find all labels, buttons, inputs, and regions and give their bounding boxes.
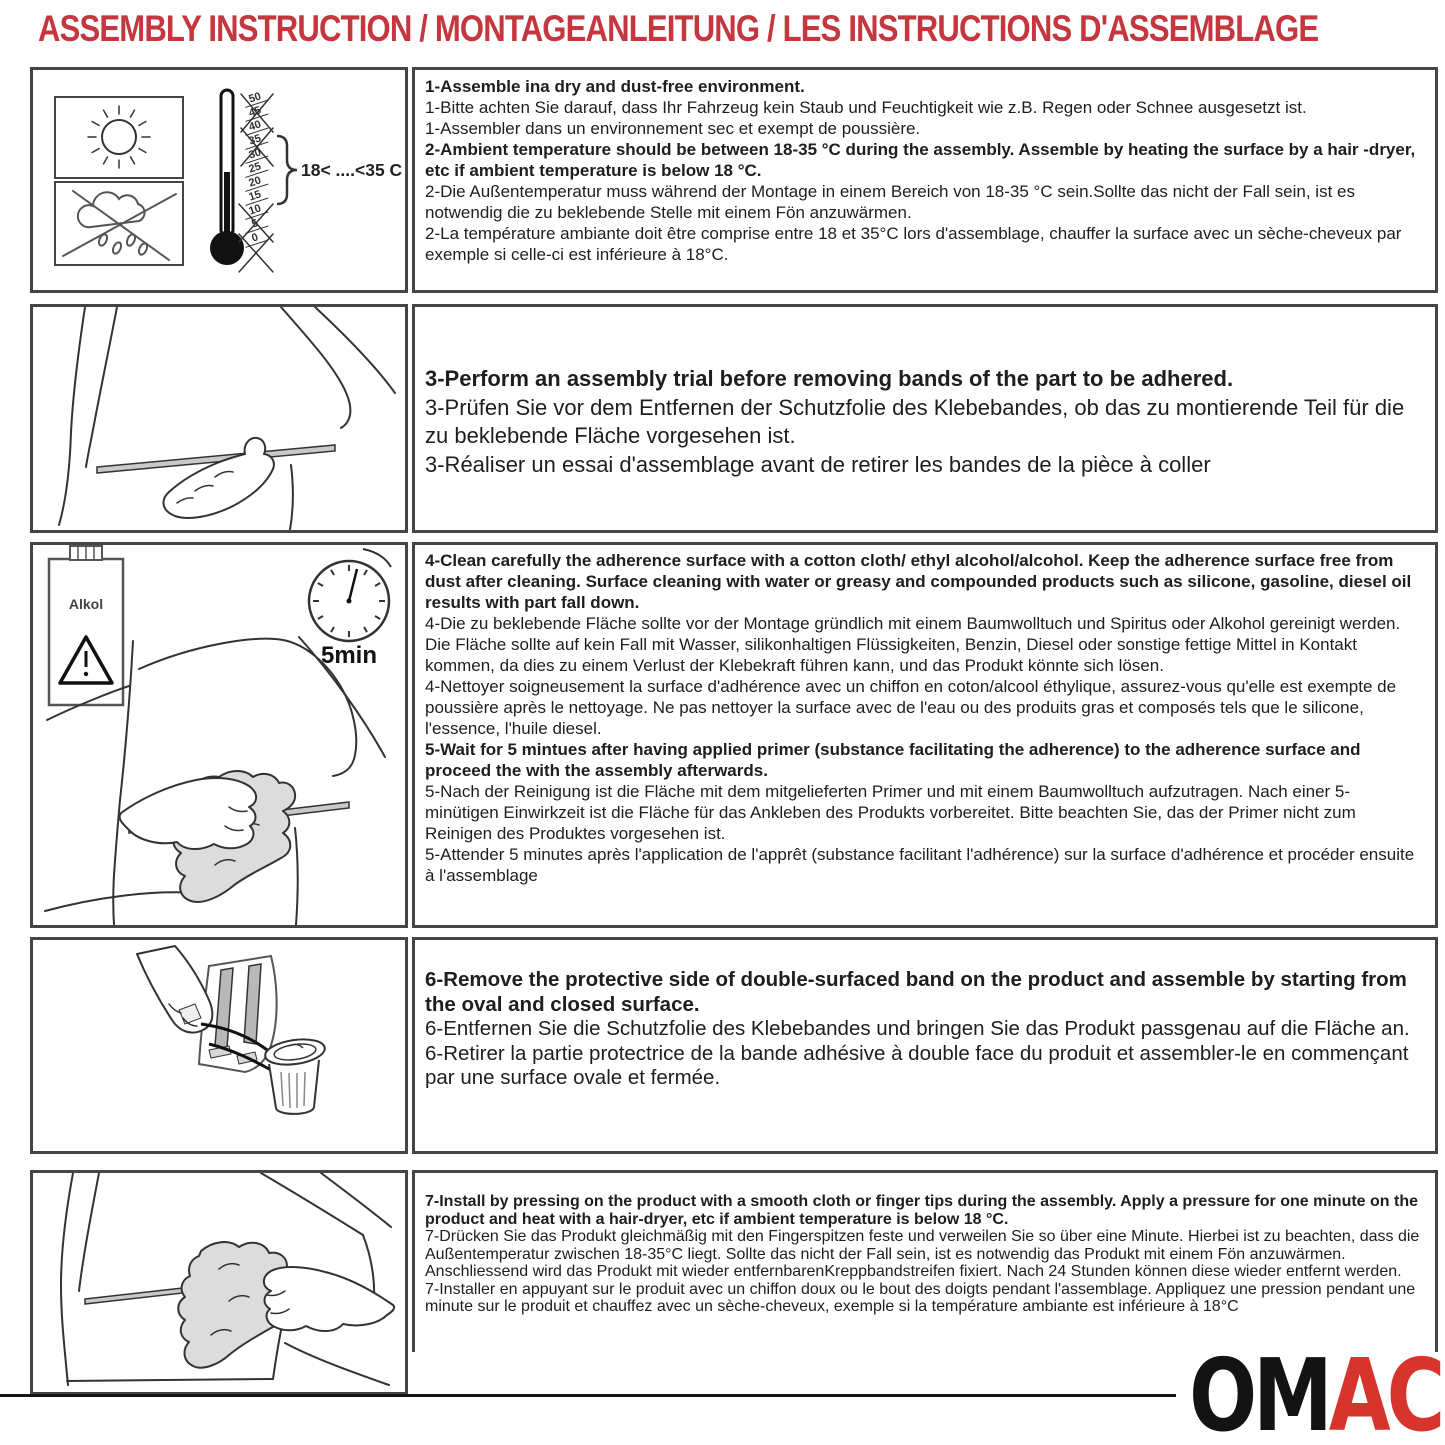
trash-can-icon <box>264 1036 327 1114</box>
instructions-step-4-5 <box>412 542 1438 928</box>
omac-logo <box>1188 1337 1441 1445</box>
trim-strip <box>85 1288 183 1304</box>
section-row-1 <box>0 67 1445 293</box>
logo-text-red: AC <box>1328 1337 1441 1445</box>
alcohol-bottle-icon <box>49 546 123 705</box>
hand-icon <box>137 946 212 1033</box>
hand-trim-illustration <box>33 307 405 530</box>
no-rain-icon <box>55 182 183 265</box>
step6-fr: 6-Retirer la partie protectrice de la bande adhésive à double face du produit et assembler-le en commençant par une surface ovale et fermée. <box>425 1041 1409 1089</box>
section-row-3 <box>0 542 1445 928</box>
sun-icon <box>55 97 183 178</box>
cleaning-cloth-illustration <box>120 771 296 902</box>
step4-de: 4-Die zu beklebende Fläche sollte vor der Montage gründlich mit einem Baumwolltuch und Spiritus oder Alkohol gereinigt werden. Die Fläche sollte auf kein Fall mit Wasser, silikonhaltigen Flüssigkeiten, Benzin, Diesel oder sonstige fettige Mittel in Kontakt kommen, da dies zu einem Verlust der Klebekraft führen kann, und das Produkt könnte sich lösen. <box>425 614 1401 675</box>
step2-de: 2-Die Außentemperatur muss während der Montage in einem Bereich von 18-35 °C sein.Sollte das nicht der Fall sein, ist es notwendig die zu beklebende Stelle mit einem Fön anzuwärmen. <box>425 182 1355 222</box>
step7-de: 7-Drücken Sie das Produkt gleichmäßig mit den Fingerspitzen feste und verweilen Sie so über eine Minute. Hierbei ist zu beachten, dass die Außentemperatur zwischen 18-35°C liegt. Sollte das nicht der Fall sein, ist es notwendig das Produkt mit einem Fön anzuwärmen. Anschliessend wird das Produkt mit wieder entfernbarenKreppbandstreifen fixiert. Nach 24 Stunden können diese wieder entfernt werden. <box>425 1228 1420 1280</box>
bottle-label: Alkol <box>68 596 104 612</box>
thermo-tick: 50 <box>247 90 263 106</box>
thermo-tick: 5 <box>250 217 260 231</box>
thermo-tick: 40 <box>247 118 263 134</box>
clock-label: 5min <box>320 642 378 669</box>
climate-illustration <box>33 70 405 290</box>
thermometer-icon <box>210 89 403 272</box>
step3-fr: 3-Réaliser un essai d'assemblage avant de retirer les bandes de la pièce à coller <box>425 451 1211 477</box>
hand-icon <box>163 438 273 518</box>
thermo-tick: 25 <box>247 160 263 176</box>
step3-de: 3-Prüfen Sie vor dem Entfernen der Schutzfolie des Klebebandes, ob das zu montierende Teil für die zu beklebende Fläche vorgesehen ist. <box>425 394 1405 448</box>
step5-en: 5-Wait for 5 mintues after having applied primer (substance facilitating the adherence) to the adherence surface and proceed the with the assembly afterwards. <box>425 740 1361 780</box>
thermo-tick: 20 <box>247 174 263 190</box>
thermo-tick: 35 <box>247 132 263 148</box>
step6-en: 6-Remove the protective side of double-surfaced band on the product and assemble by starting from the oval and closed surface. <box>425 968 1407 1016</box>
peel-tape-illustration <box>33 940 405 1151</box>
footer-divider <box>0 1394 1176 1397</box>
step5-de: 5-Nach der Reinigung ist die Fläche mit dem mitgelieferten Primer und mit einem Baumwolltuch aufzutragen. Nach einer 5-minütigen Einwirkzeit ist die Fläche für das Ankleben des Produkts vorbereitet. Bitte beachten Sie, das der Primer nicht zum Reinigen des Produktes vorgesehen ist. <box>425 782 1356 843</box>
step1-fr: 1-Assembler dans un environnement sec et exempt de poussière. <box>425 119 921 138</box>
temperature-range-label: 18< ....<35 C <box>301 160 403 180</box>
step7-en: 7-Install by pressing on the product with a smooth cloth or finger tips during the assembly. Apply a pressure for one minute on the product and heat with a hair-dryer, etc if ambient temperature is below 18 °C. <box>425 1193 1418 1228</box>
step5-fr: 5-Attender 5 minutes après l'application de l'apprêt (substance facilitant l'adhérence) sur la surface d'adhérence et procéder ensuite à l'assemblage <box>425 845 1415 885</box>
instructions-step-3 <box>412 304 1438 533</box>
thermo-tick: 30 <box>247 146 263 162</box>
instructions-step-1-2 <box>412 67 1438 293</box>
step1-en: 1-Assemble ina dry and dust-free environment. <box>425 77 805 96</box>
step4-fr: 4-Nettoyer soigneusement la surface d'adhérence avec un chiffon en coton/alcool éthylique, assurez-vous qu'elle est exempte de poussière après le nettoyage. Ne pas nettoyer la surface avec de l'eau ou des produits gras et composés tels que le silicone, l'essence, l'huile diesel. <box>425 677 1397 738</box>
step2-en: 2-Ambient temperature should be between 18-35 °C during the assembly. Assemble by heating the surface by a hair -dryer, etc if ambient temperature is below 18 °C. <box>425 140 1416 180</box>
illustration-climate-panel <box>30 67 408 293</box>
hand-icon <box>120 778 257 849</box>
illustration-trial-fit-panel <box>30 304 408 533</box>
thermo-tick: 15 <box>247 188 263 204</box>
thermo-tick: 0 <box>250 231 260 245</box>
instructions-step-6 <box>412 937 1438 1154</box>
brace <box>277 136 297 204</box>
step7-fr: 7-Installer en appuyant sur le produit avec un chiffon doux ou le bout des doigts pendant l'assemblage. Appliquez une pression pendant une minute sur le produit et chauffez avec un sèche-cheveux, exemple si la température ambiante est inférieure à 18°C <box>425 1280 1416 1315</box>
illustration-peel-tape-panel <box>30 937 408 1154</box>
instructions-step-7 <box>412 1170 1438 1352</box>
step6-de: 6-Entfernen Sie die Schutzfolie des Klebebandes und bringen Sie das Produkt passgenau auf die Fläche an. <box>425 1017 1410 1040</box>
press-cloth-illustration <box>33 1173 405 1392</box>
illustration-cleaning-panel <box>30 542 408 928</box>
section-row-2 <box>0 304 1445 533</box>
clock-icon <box>309 549 391 669</box>
illustration-press-panel <box>30 1170 408 1395</box>
step4-en: 4-Clean carefully the adherence surface with a cotton cloth/ ethyl alcohol/alcohol. Keep the adherence surface free from dust after cleaning. Surface cleaning with water or greasy and compounded products such as silicone, gasoline, diesel oil results with part fall down. <box>425 551 1412 612</box>
thermo-tick: 45 <box>247 104 263 120</box>
cleaning-illustration <box>33 545 405 925</box>
page-title: ASSEMBLY INSTRUCTION / MONTAGEANLEITUNG / LES INSTRUCTIONS D'ASSEMBLAGE <box>38 8 1319 49</box>
thermo-tick: 10 <box>247 202 263 218</box>
step3-en: 3-Perform an assembly trial before removing bands of the part to be adhered. <box>425 366 1234 391</box>
step1-de: 1-Bitte achten Sie darauf, dass Ihr Fahrzeug kein Staub und Feuchtigkeit wie z.B. Regen oder Schnee ausgesetzt ist. <box>425 98 1307 117</box>
section-row-4 <box>0 937 1445 1154</box>
step2-fr: 2-La température ambiante doit être comprise entre 18 et 35°C lors d'assemblage, chauffer la surface avec un sèche-cheveux par exemple si celle-ci est inférieure à 18°C. <box>425 224 1402 264</box>
logo-text-black: OM <box>1188 1337 1329 1445</box>
hand-icon <box>264 1267 394 1331</box>
